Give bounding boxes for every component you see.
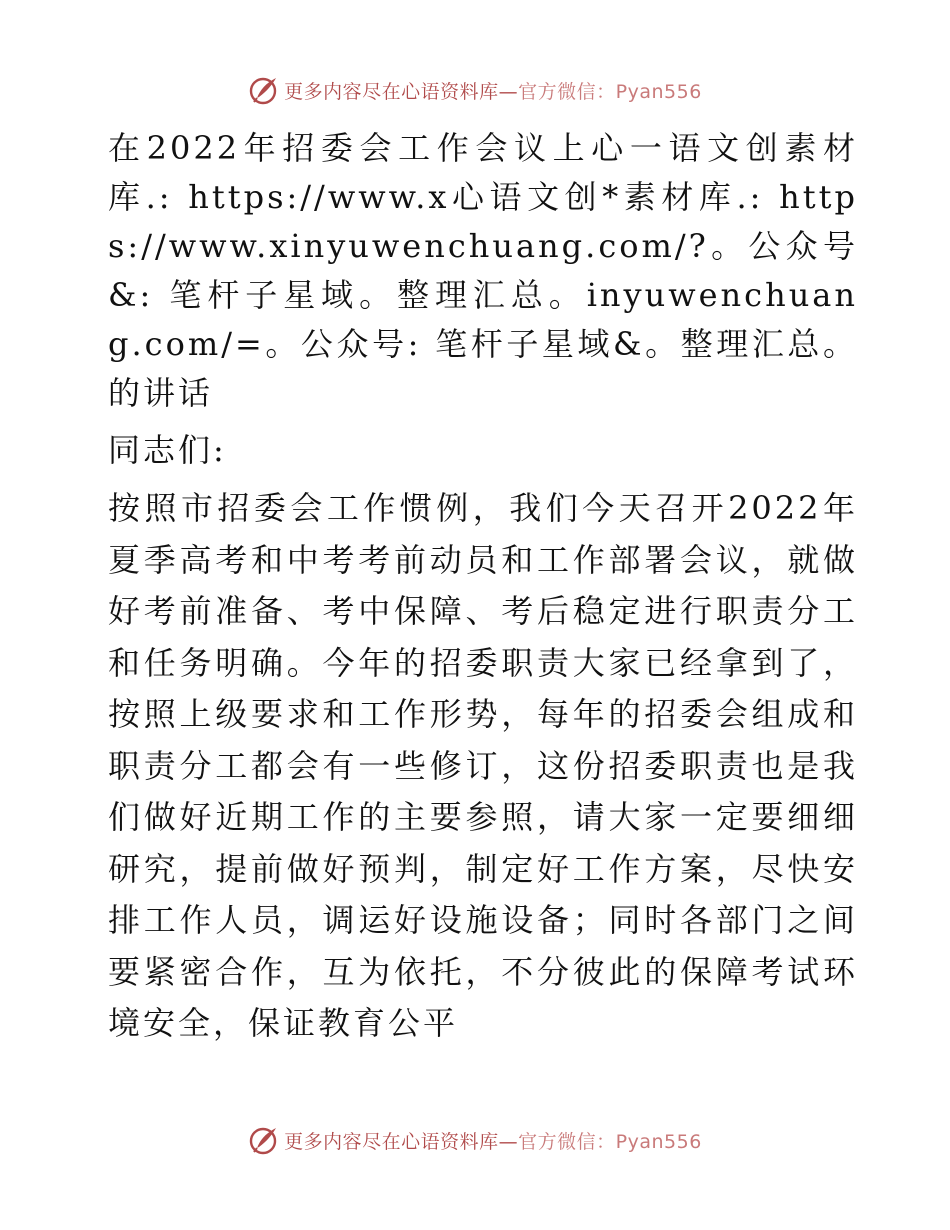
- feather-pen-logo-icon: [248, 1124, 280, 1156]
- header-banner: [0, 70, 950, 110]
- document-title: 在2022年招委会工作会议上心一语文创素材库.: https://www.x心语文创*素材库.: https://www.xinyuwenchuang.com/?。公众号&: 笔杆子星域。整理汇总。inyuwenchuang.com/=。公众号: 笔杆子星域&。整理汇总。的讲话: [108, 129, 858, 412]
- greeting: 同志们:: [108, 431, 227, 469]
- body-paragraph: 按照市招委会工作惯例，我们今天召开2022年夏季高考和中考考前动员和工作部署会议，就做好考前准备、考中保障、考后稳定进行职责分工和任务明确。今年的招委职责大家已经拿到了，按照上级要求和工作形势，每年的招委会组成和职责分工都会有一些修订，这份招委职责也是我们做好近期工作的主要参照，请大家一定要细细研究，提前做好预判，制定好工作方案，尽快安排工作人员，调运好设施设备；同时各部门之间要紧密合作，互为依托，不分彼此的保障考试环境安全，保证教育公平: [108, 489, 858, 1042]
- document-body: [98, 124, 858, 1050]
- footer-banner: [0, 1120, 950, 1160]
- footer-banner-text: 更多内容尽在心语资料库—官方微信：Pyan556: [284, 1130, 702, 1153]
- header-banner-text: 更多内容尽在心语资料库—官方微信：Pyan556: [284, 80, 702, 103]
- feather-pen-logo-icon: [248, 74, 280, 106]
